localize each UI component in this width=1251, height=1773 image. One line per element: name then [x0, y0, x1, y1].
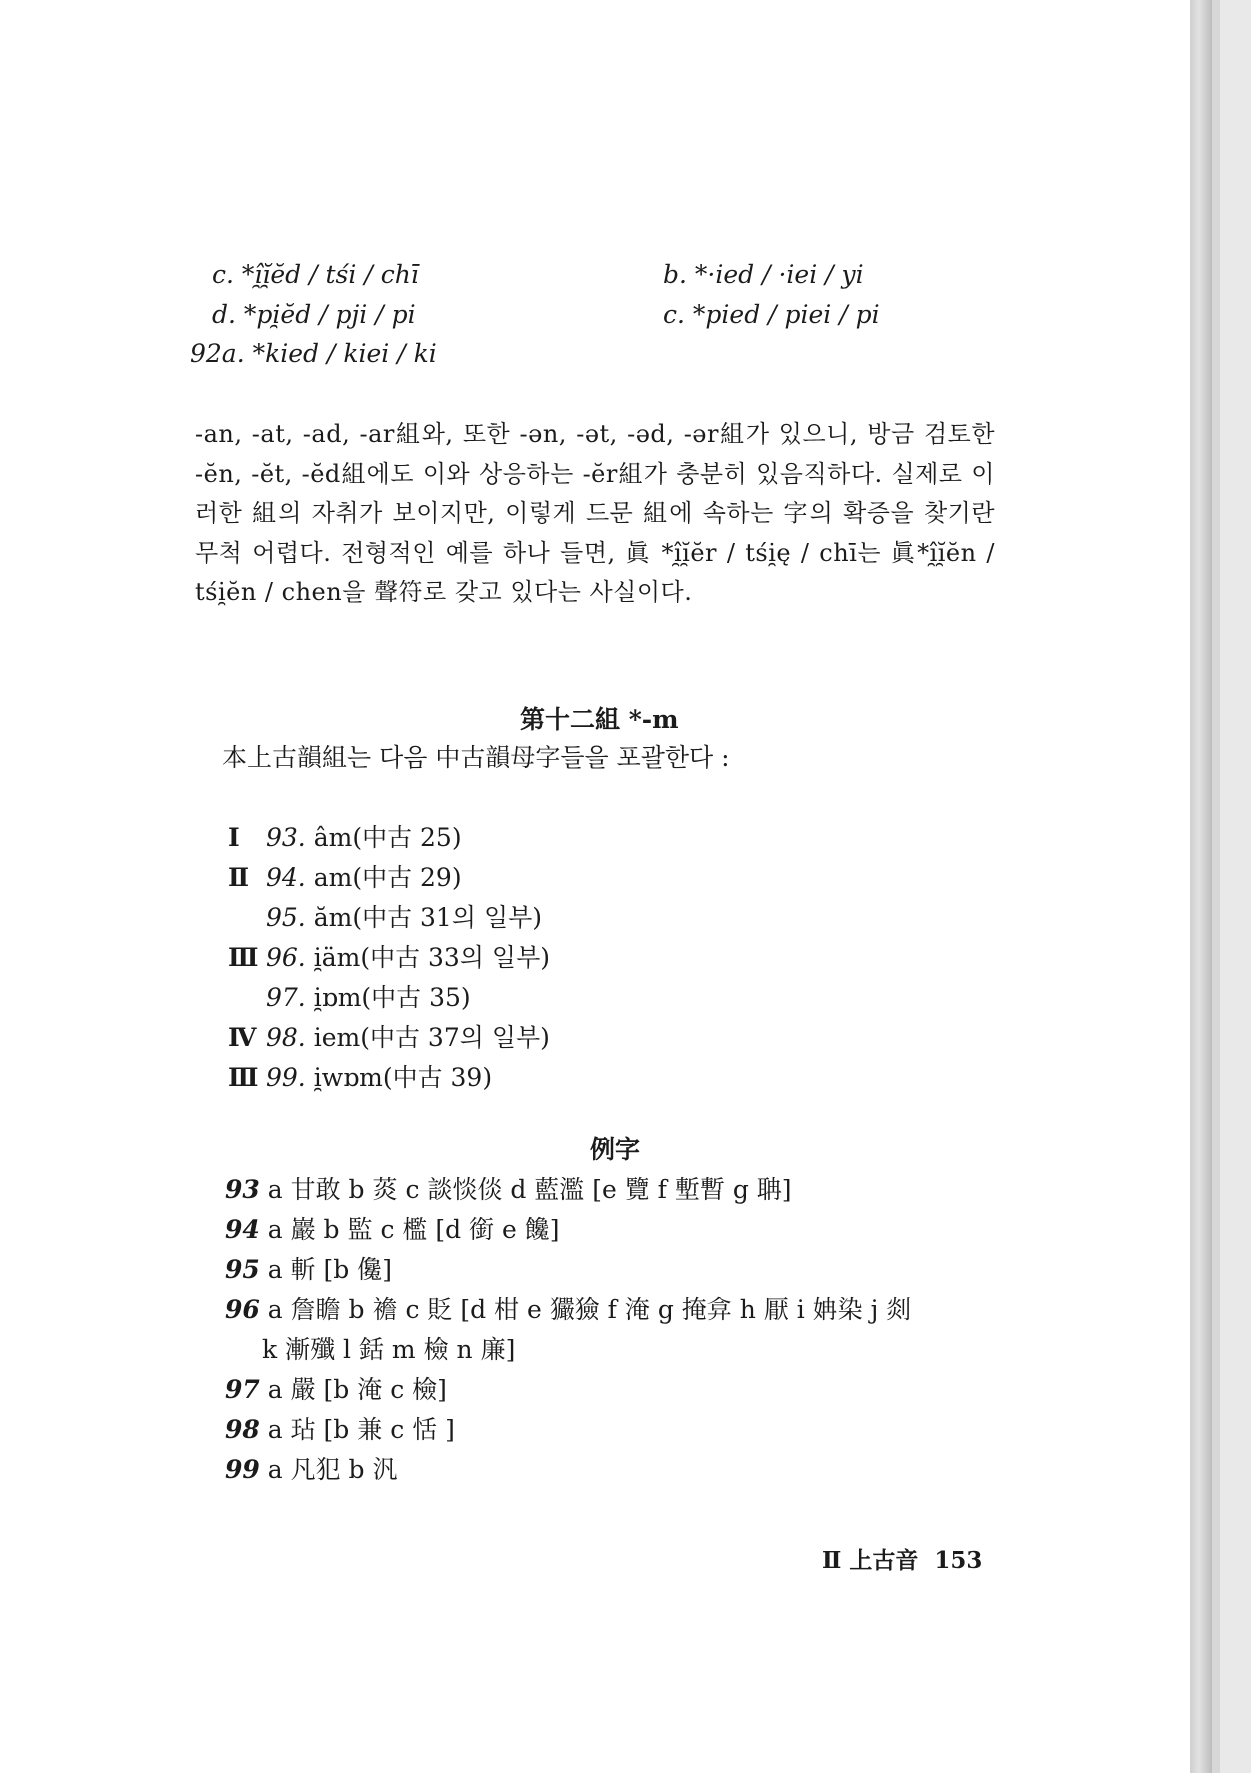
section-heading: 第十二組 *-m: [520, 705, 679, 734]
vowel-text: i̯äm(中古 33의 일부): [313, 943, 550, 972]
example-text: a 甘敢 b 菼 c 談惔倓 d 藍濫 [e 覽 f 塹暫 g 聃]: [267, 1175, 792, 1204]
vowel-number: 99.: [266, 1063, 306, 1092]
example-row: [225, 1170, 792, 1206]
citation-left-2: d. *pi̯ĕd / pji / pi: [212, 300, 416, 329]
division-roman: Ⅱ: [228, 863, 250, 892]
vowel-text: i̯wɒm(中古 39): [313, 1063, 493, 1092]
vowel-text: âm(中古 25): [313, 823, 462, 852]
example-row: [225, 1290, 911, 1326]
example-row: [225, 1250, 392, 1286]
example-number: 97: [225, 1375, 260, 1404]
vowel-row: [228, 1018, 550, 1058]
vowel-row: [228, 858, 550, 898]
vowel-row: [228, 938, 550, 978]
example-number: 99: [225, 1455, 260, 1484]
example-text: a 斬 [b 儳]: [267, 1255, 393, 1284]
division-roman: Ⅳ: [228, 1023, 257, 1052]
example-text: a 玷 [b 兼 c 恬 ]: [267, 1415, 455, 1444]
division-roman: Ⅲ: [228, 1063, 259, 1092]
footer-section: Ⅱ 上古音: [822, 1547, 919, 1574]
vowel-text: am(中古 29): [313, 863, 462, 892]
citation-left-3: 92a. *kied / kiei / ki: [190, 339, 437, 368]
page-edge-shadow: [1190, 0, 1212, 1773]
page-footer: [822, 1542, 982, 1575]
example-row: [225, 1410, 455, 1446]
example-text: a 巖 b 監 c 檻 [d 銜 e 饞]: [267, 1215, 560, 1244]
vowel-number: 93.: [266, 823, 306, 852]
example-row-continuation: [262, 1330, 515, 1366]
vowel-text: ăm(中古 31의 일부): [313, 903, 542, 932]
vowel-number: 94.: [266, 863, 306, 892]
citation-right-2: c. *pied / piei / pi: [663, 300, 880, 329]
citation-right-1: b. *·ied / ·iei / yi: [663, 260, 864, 289]
division-roman: Ⅰ: [228, 823, 240, 852]
vowel-row: [228, 818, 550, 858]
example-number: 96: [225, 1295, 260, 1324]
section-intro: 本上古韻組는 다음 中古韻母字들을 포괄한다 :: [222, 743, 730, 772]
vowel-list: [228, 818, 550, 1098]
page-number: 153: [934, 1547, 983, 1574]
vowel-row: [228, 898, 550, 938]
example-number: 98: [225, 1415, 260, 1444]
vowel-number: 97.: [266, 983, 306, 1012]
page-edge: [1212, 0, 1220, 1773]
examples-title: 例字: [590, 1135, 641, 1164]
citation-left-1: c. *î̯ĭ̯ĕd / tśi / chī: [212, 260, 419, 289]
example-number: 93: [225, 1175, 260, 1204]
vowel-number: 95.: [266, 903, 306, 932]
example-text: a 凡犯 b 汎: [267, 1455, 398, 1484]
example-row: [225, 1450, 398, 1486]
example-row: [225, 1370, 447, 1406]
vowel-text: iem(中古 37의 일부): [313, 1023, 550, 1052]
example-row: [225, 1210, 560, 1246]
example-number: 95: [225, 1255, 260, 1284]
example-number: 94: [225, 1215, 260, 1244]
example-text: a 詹瞻 b 襜 c 貶 [d 柑 e 玁獫 f 淹 g 掩弇 h 厭 i 姌染 j 剡: [267, 1295, 912, 1324]
vowel-number: 96.: [266, 943, 306, 972]
example-text: k 漸殲 l 銛 m 檢 n 廉]: [262, 1335, 516, 1364]
vowel-text: i̯ɒm(中古 35): [313, 983, 471, 1012]
vowel-row: [228, 1058, 550, 1098]
division-roman: Ⅲ: [228, 943, 259, 972]
body-paragraph: -an, -at, -ad, -ar組와, 또한 -ən, -ət, -əd, -ər組가 있으니, 방금 검토한 -ĕn, -ĕt, -ĕd組에도 이와 상응하는 -ĕr組가 충분히 있음직하다. 실제로 이러한 組의 자취가 보이지만, 이렇게 드문 組에 속하는 字의 확증을 찾기란 무척 어렵다. 전형적인 예를 하나 들면, 眞 *î̯ĭ̯ĕr / tśi̯ę / chī는 眞*î̯ĭ̯ĕn / tśi̯ĕn / chen을 聲符로 갖고 있다는 사실이다.: [195, 420, 995, 606]
vowel-number: 98.: [266, 1023, 306, 1052]
example-text: a 嚴 [b 淹 c 檢]: [267, 1375, 447, 1404]
vowel-row: [228, 978, 550, 1018]
